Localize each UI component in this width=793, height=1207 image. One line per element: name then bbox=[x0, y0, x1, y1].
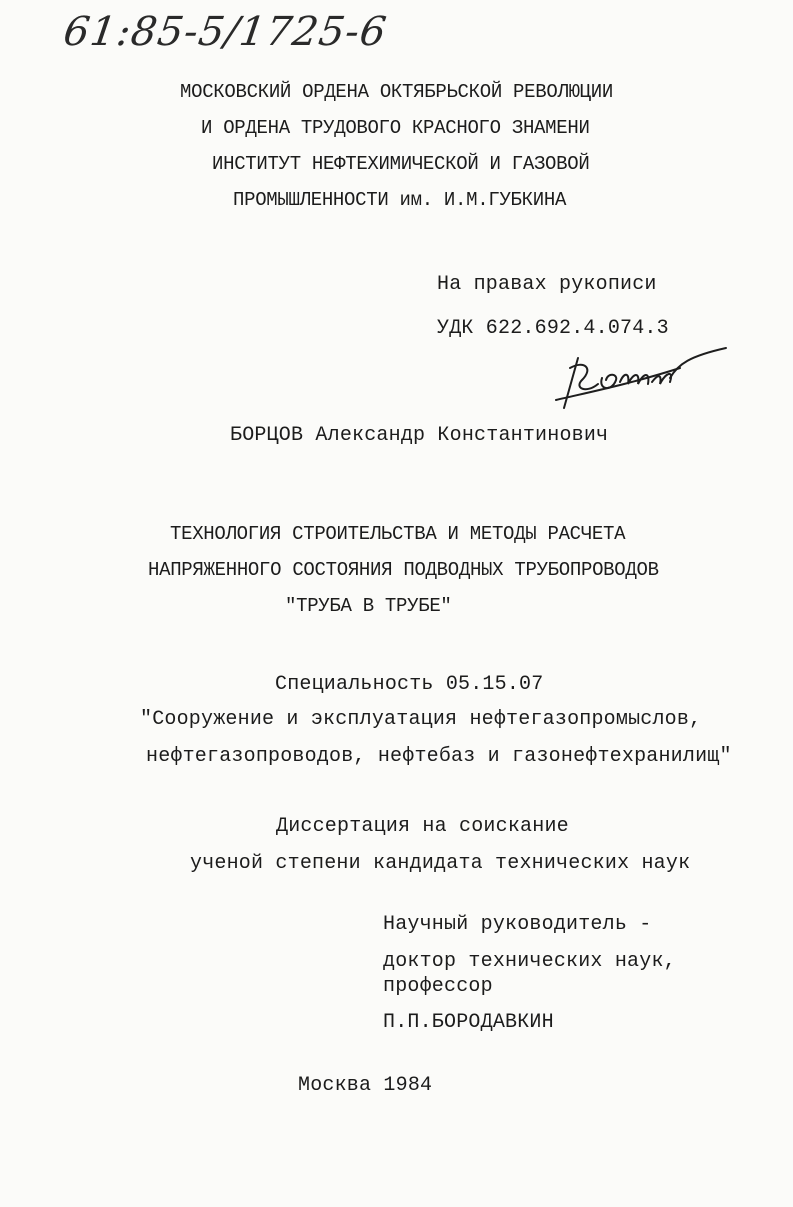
institute-line-2: И ОРДЕНА ТРУДОВОГО КРАСНОГО ЗНАМЕНИ bbox=[201, 117, 590, 139]
specialty-code: Специальность 05.15.07 bbox=[275, 673, 544, 696]
specialty-name-line-2: нефтегазопроводов, нефтебаз и газонефтехранилищ" bbox=[146, 745, 732, 768]
author-signature bbox=[550, 338, 730, 418]
manuscript-rights: На правах рукописи bbox=[437, 273, 657, 296]
dissertation-line-2: ученой степени кандидата технических наук bbox=[190, 852, 691, 875]
author-name: БОРЦОВ Александр Константинович bbox=[230, 424, 609, 447]
dissertation-line-1: Диссертация на соискание bbox=[276, 815, 569, 838]
archive-number: 61:85-5/1725-6 bbox=[60, 9, 390, 55]
city-year: Москва 1984 bbox=[298, 1074, 433, 1097]
supervisor-name: П.П.БОРОДАВКИН bbox=[383, 1011, 554, 1034]
title-line-2: НАПРЯЖЕННОГО СОСТОЯНИЯ ПОДВОДНЫХ ТРУБОПРОВОДОВ bbox=[148, 559, 659, 581]
institute-line-1: МОСКОВСКИЙ ОРДЕНА ОКТЯБРЬСКОЙ РЕВОЛЮЦИИ bbox=[180, 81, 613, 103]
supervisor-title: профессор bbox=[383, 975, 493, 998]
udk-code: УДК 622.692.4.074.3 bbox=[437, 317, 669, 340]
supervisor-degree: доктор технических наук, bbox=[383, 950, 676, 973]
supervisor-role: Научный руководитель - bbox=[383, 913, 652, 936]
specialty-name-line-1: "Сооружение и эксплуатация нефтегазопромыслов, bbox=[140, 708, 702, 731]
title-line-1: ТЕХНОЛОГИЯ СТРОИТЕЛЬСТВА И МЕТОДЫ РАСЧЕТА bbox=[170, 523, 626, 545]
title-line-3: "ТРУБА В ТРУБЕ" bbox=[285, 595, 452, 617]
institute-line-3: ИНСТИТУТ НЕФТЕХИМИЧЕСКОЙ И ГАЗОВОЙ bbox=[212, 153, 590, 175]
institute-line-4: ПРОМЫШЛЕННОСТИ им. И.М.ГУБКИНА bbox=[233, 189, 567, 211]
